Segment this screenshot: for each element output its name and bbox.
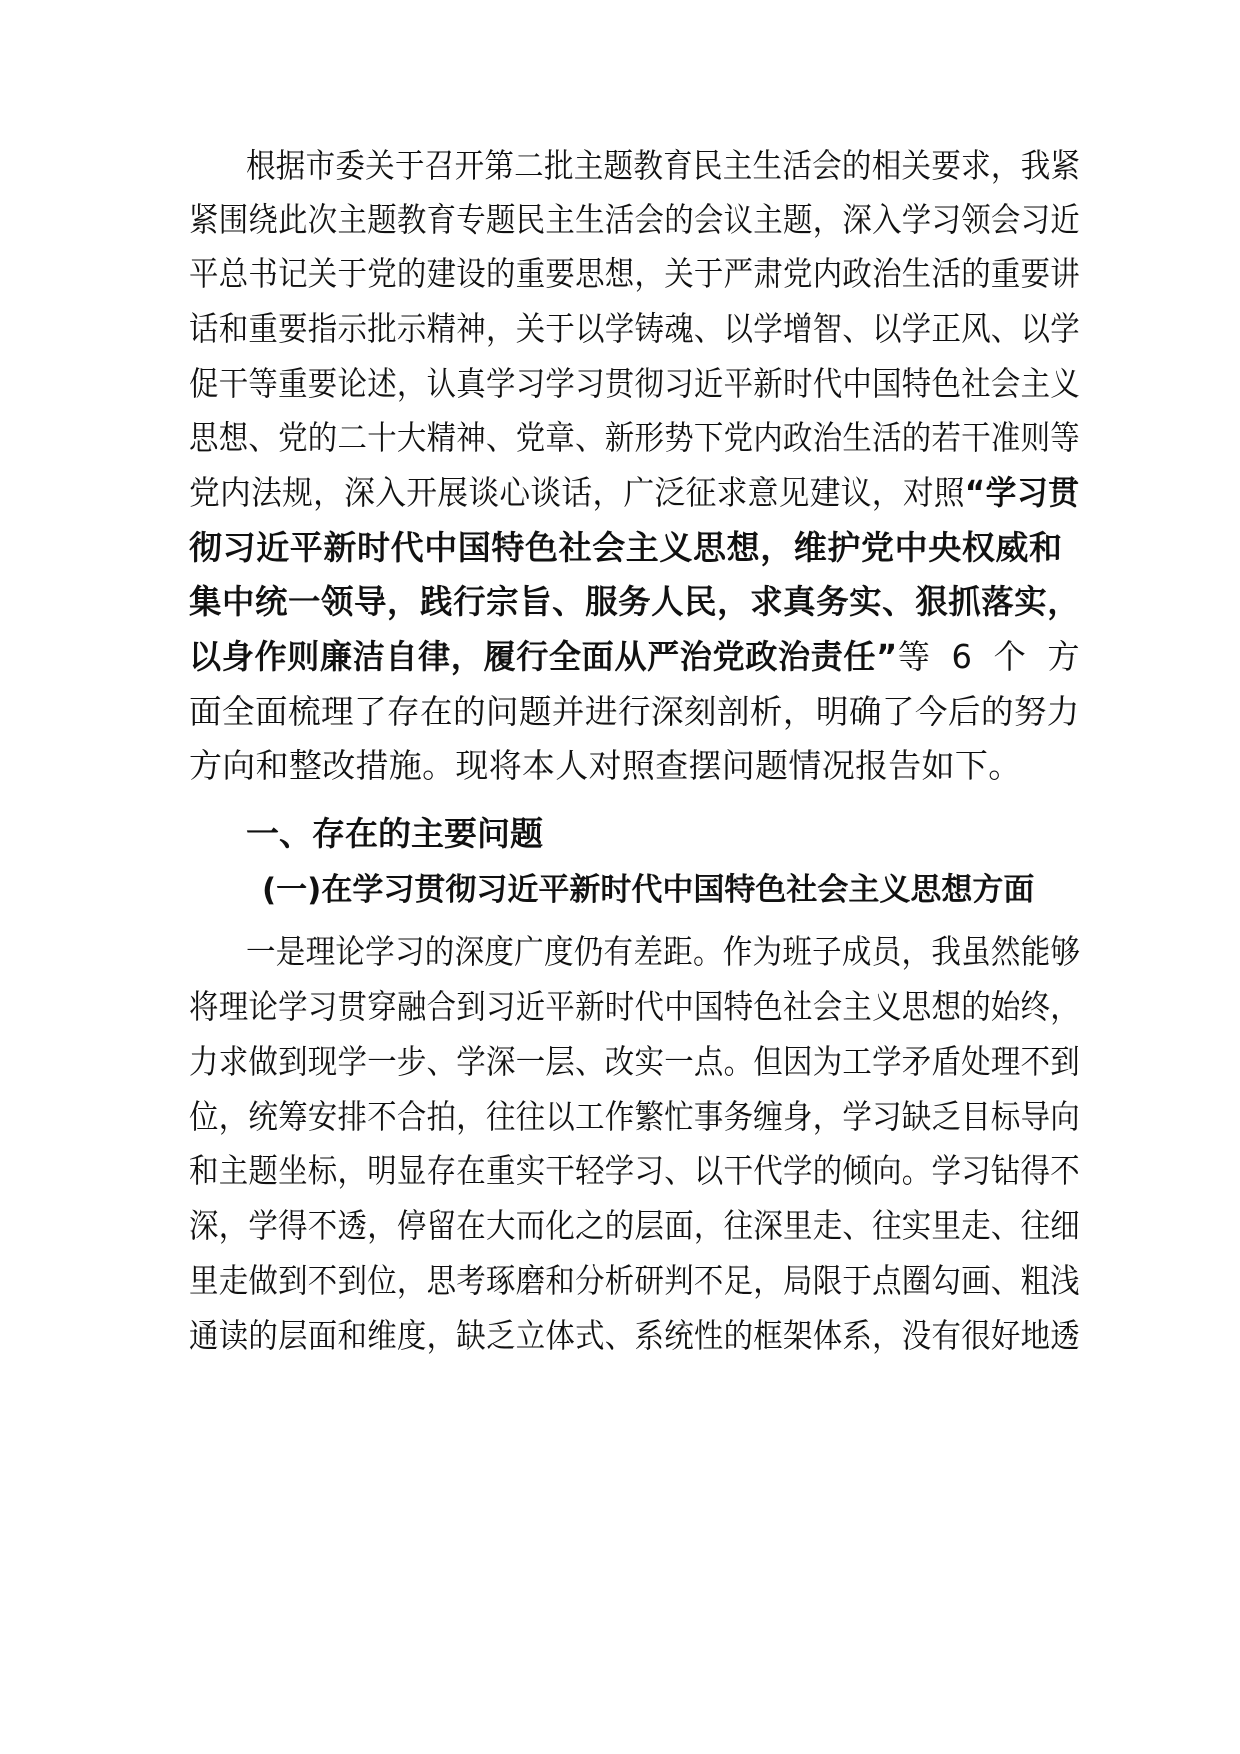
paragraph-line: 将理论学习贯穿融合到习近平新时代中国特色社会主义思想的始终， <box>189 987 1081 1026</box>
paragraph-line: 面全面梳理了存在的问题并进行深刻剖析，明确了今后的努力 <box>189 692 1080 731</box>
paragraph-line: 力求做到现学一步、学深一层、改实一点。但因为工学矛盾处理不到 <box>189 1042 1081 1081</box>
paragraph-line: 平总书记关于党的建设的重要思想，关于严肃党内政治生活的重要讲 <box>189 254 1081 293</box>
paragraph-line-mixed <box>189 473 1080 513</box>
emphasis-line: 彻习近平新时代中国特色社会主义思想，维护党中央权威和 <box>189 528 1063 567</box>
paragraph-line: 紧围绕此次主题教育专题民主生活会的会议主题，深入学习领会习近 <box>189 200 1081 239</box>
paragraph-line: 根据市委关于召开第二批主题教育民主生活会的相关要求，我紧 <box>246 146 1081 185</box>
paragraph-line: 方向和整改措施。现将本人对照查摆问题情况报告如下。 <box>189 746 1022 785</box>
paragraph-text: 等 6 个 方 <box>897 637 1080 676</box>
subsection-heading: (一)在学习贯彻习近平新时代中国特色社会主义思想方面 <box>262 872 1035 908</box>
paragraph-line: 一是理论学习的深度广度仍有差距。作为班子成员，我虽然能够 <box>246 932 1081 971</box>
section-heading: 一、存在的主要问题 <box>246 814 543 853</box>
paragraph-line: 里走做到不到位，思考琢磨和分析研判不足，局限于点圈勾画、粗浅 <box>189 1261 1081 1300</box>
emphasis-text: 以身作则廉洁自律，履行全面从严治党政治责任” <box>189 637 898 676</box>
paragraph-line: 和主题坐标，明显存在重实干轻学习、以干代学的倾向。学习钻得不 <box>189 1151 1081 1190</box>
paragraph-line: 话和重要指示批示精神，关于以学铸魂、以学增智、以学正风、以学 <box>189 309 1081 348</box>
paragraph-line: 思想、党的二十大精神、党章、新形势下党内政治生活的若干准则等 <box>189 418 1081 457</box>
paragraph-line: 深，学得不透，停留在大而化之的层面，往深里走、往实里走、往细 <box>189 1206 1081 1245</box>
emphasis-text: “学习贯 <box>964 473 1080 512</box>
paragraph-text: 党内法规，深入开展谈心谈话，广泛征求意见建议，对照 <box>189 473 965 512</box>
paragraph-line: 通读的层面和维度，缺乏立体式、系统性的框架体系，没有很好地透 <box>189 1316 1081 1355</box>
emphasis-line: 集中统一领导，践行宗旨、服务人民，求真务实、狠抓落实， <box>189 582 1081 621</box>
paragraph-line-mixed <box>189 637 1080 677</box>
paragraph-line: 位，统筹安排不合拍，往往以工作繁忙事务缠身，学习缺乏目标导向 <box>189 1097 1081 1136</box>
paragraph-line: 促干等重要论述，认真学习学习贯彻习近平新时代中国特色社会主义 <box>189 364 1081 403</box>
